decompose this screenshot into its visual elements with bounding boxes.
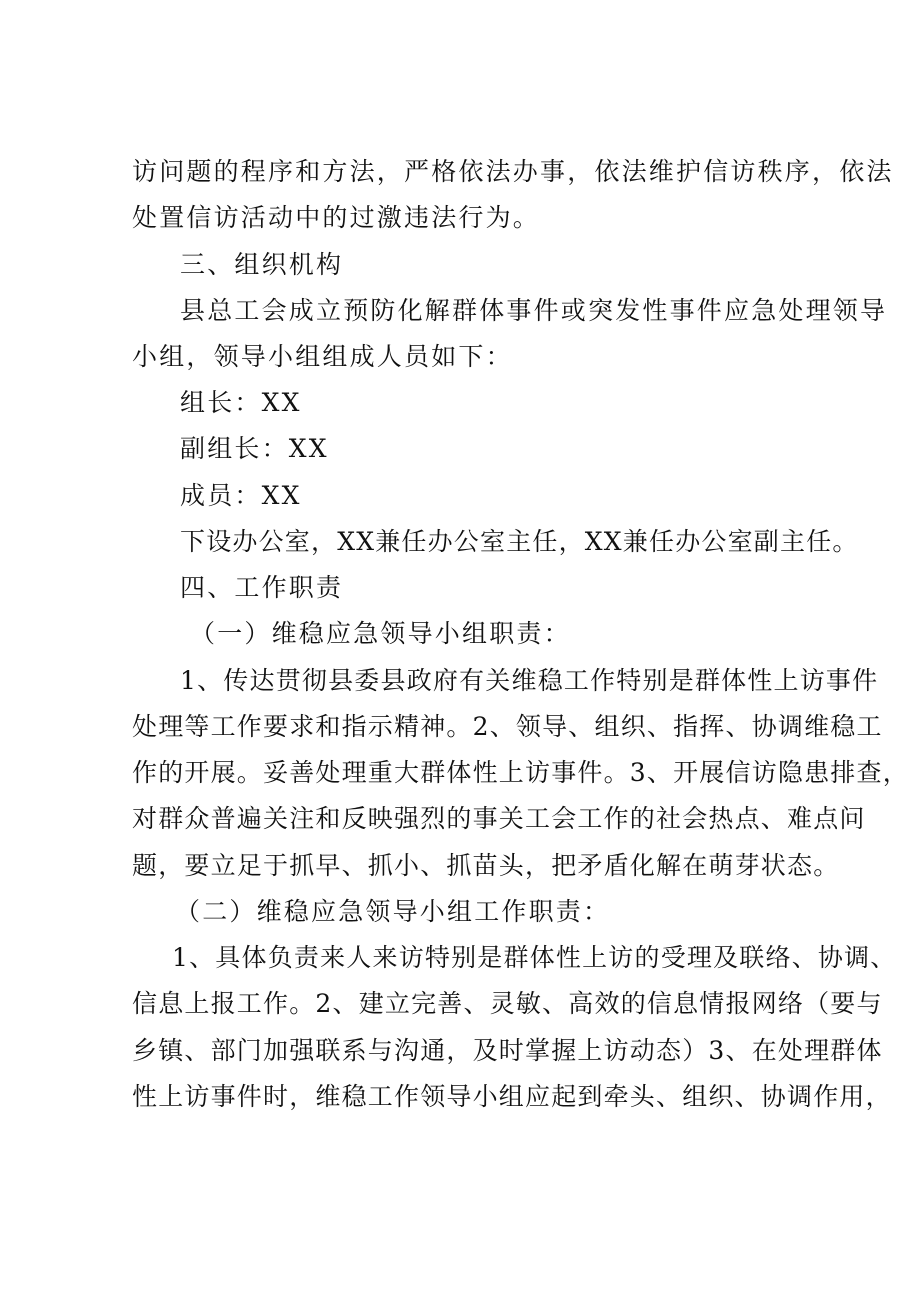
- subsection-heading: （二）维稳应急领导小组工作职责：: [175, 897, 611, 926]
- paragraph-line: 性上访事件时，维稳工作领导小组应起到牵头、组织、协调作用，: [132, 1082, 892, 1111]
- paragraph-line: 下设办公室，XX兼任办公室主任，XX兼任办公室副主任。: [180, 527, 859, 556]
- member-members: 成员：XX: [180, 481, 302, 510]
- paragraph-line: 处理等工作要求和指示精神。2、领导、组织、指挥、协调维稳工: [132, 712, 883, 741]
- paragraph-line: 乡镇、部门加强联系与沟通，及时掌握上访动态）3、在处理群体: [132, 1036, 883, 1065]
- paragraph-line: 题，要立足于抓早、抓小、抓苗头，把矛盾化解在萌芽状态。: [132, 851, 840, 880]
- paragraph-line: 县总工会成立预防化解群体事件或突发性事件应急处理领导: [180, 296, 888, 325]
- paragraph-line: 1、具体负责来人来访特别是群体性上访的受理及联络、协调、: [172, 943, 897, 972]
- paragraph-line: 小组，领导小组组成人员如下：: [132, 342, 513, 371]
- paragraph-line: 访问题的程序和方法，严格依法办事，依法维护信访秩序，依法: [132, 157, 894, 186]
- paragraph-line: 对群众普遍关注和反映强烈的事关工会工作的社会热点、难点问: [132, 804, 866, 833]
- subsection-heading: （一）维稳应急领导小组职责：: [190, 619, 571, 648]
- section-heading: 三、组织机构: [180, 250, 344, 279]
- paragraph-line: 作的开展。妥善处理重大群体性上访事件。3、开展信访隐患排查，: [132, 758, 909, 787]
- section-heading: 四、工作职责: [180, 573, 344, 602]
- member-deputy-leader: 副组长：XX: [180, 434, 329, 463]
- paragraph-line: 处置信访活动中的过激违法行为。: [132, 203, 541, 232]
- paragraph-line: 1、传达贯彻县委县政府有关维稳工作特别是群体性上访事件: [180, 666, 879, 695]
- paragraph-line: 信息上报工作。2、建立完善、灵敏、高效的信息情报网络（要与: [132, 989, 883, 1018]
- member-leader: 组长：XX: [180, 388, 302, 417]
